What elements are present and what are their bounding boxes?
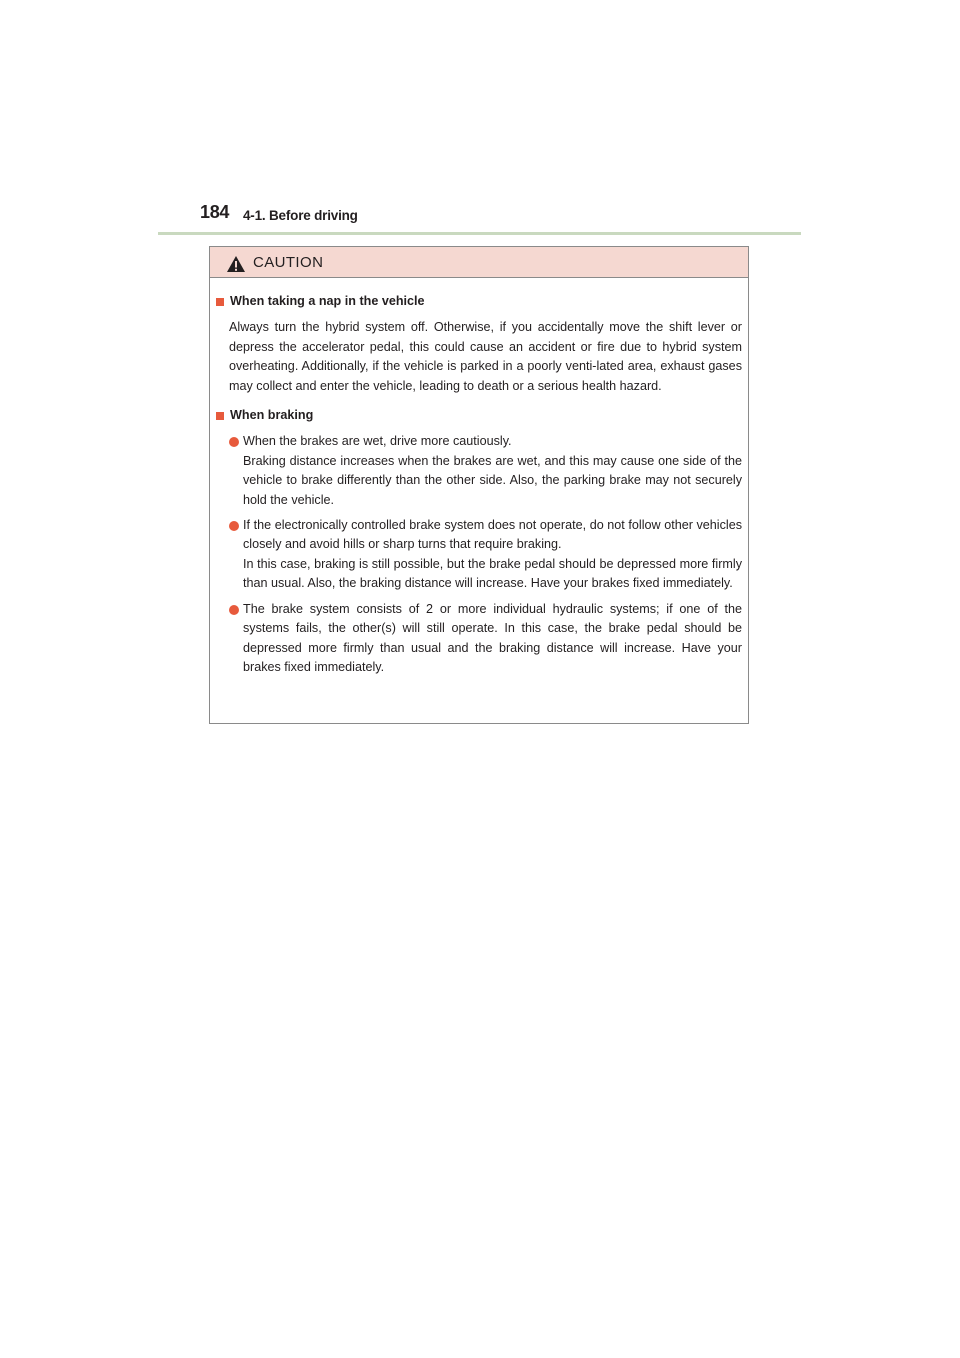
list-item: [243, 432, 742, 510]
section-heading-text: When braking: [230, 408, 314, 423]
page-header: [200, 202, 800, 232]
bullet-lead: If the electronically controlled brake system does not operate, do not follow other vehicles closely and avoid hills or sharp turns that require braking.: [243, 518, 742, 552]
bullet-detail: Braking distance increases when the brakes are wet, and this may cause one side of the vehicle to brake differently than the other side. Also, the parking brake may not securely hold the vehicle.: [243, 453, 742, 507]
list-item: [243, 600, 742, 678]
caution-title: CAUTION: [253, 254, 324, 271]
bullet-lead: The brake system consists of 2 or more individual hydraulic systems; if one of the systems fails, the other(s) will still operate. In this case, the brake pedal should be depressed more firmly than usual and the braking distance will increase. Have your brakes fixed immediately.: [243, 601, 742, 674]
caution-box: [209, 246, 749, 724]
square-bullet-icon: [216, 298, 224, 306]
caution-header: [210, 247, 748, 278]
bullet-detail: In this case, braking is still possible, but the brake pedal should be depressed more firmly than usual. Also, the braking distance will increase. Have your brakes fixed immediately.: [243, 556, 742, 591]
header-divider: [158, 232, 801, 235]
list-item: [243, 516, 742, 594]
section-heading-text: When taking a nap in the vehicle: [230, 294, 425, 308]
circle-bullet-icon: [229, 521, 239, 531]
page-number: 184: [200, 202, 230, 222]
caution-body: [210, 278, 748, 677]
square-bullet-icon: [216, 412, 224, 420]
circle-bullet-icon: [229, 605, 239, 615]
nap-paragraph: Always turn the hybrid system off. Otherwise, if you accidentally move the shift lever or depress the accelerator pedal, this could cause an accident or fire due to hybrid system overheating. Additionally, if the vehicle is parked in a poorly venti-lated area, exhaust gases may collect and enter the vehicle, leading to death or a serious health hazard.: [229, 320, 742, 393]
warning-triangle-icon: [226, 255, 246, 273]
section-heading-braking: [216, 406, 742, 425]
section-heading-nap: [216, 292, 742, 311]
bullet-lead: When the brakes are wet, drive more cautiously.: [243, 434, 512, 449]
section-title: 4-1. Before driving: [243, 208, 358, 223]
circle-bullet-icon: [229, 437, 239, 447]
